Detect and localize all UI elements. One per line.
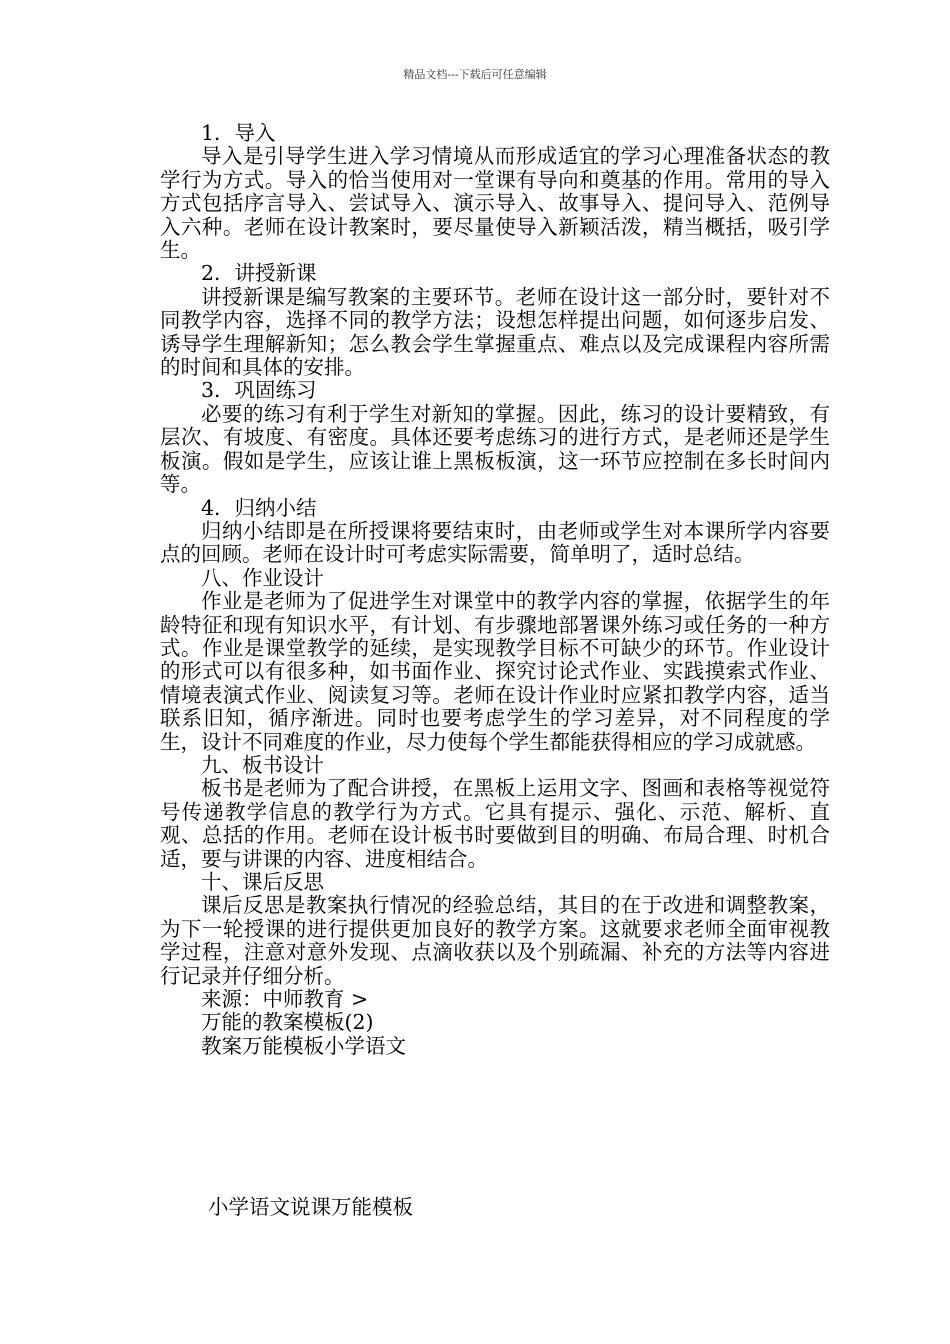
template-title-line: 万能的教案模板(2) xyxy=(201,1010,374,1035)
paragraph-blackboard: 板书是老师为了配合讲授，在黑板上运用文字、图画和表格等视觉符号传递教学信息的教学行为方式。它具有提示、强化、示范、解析、直观、总括的作用。老师在设计板书时要做到目的明确、布局合理、时机合适，要与讲课的内容、进度相结合。 xyxy=(160,776,830,871)
final-heading: 小学语文说课万能模板 xyxy=(208,1195,413,1219)
paragraph-practice: 必要的练习有利于学生对新知的掌握。因此，练习的设计要精致，有层次、有坡度、有密度。具体还要考虑练习的进行方式，是老师还是学生板演。假如是学生，应该让谁上黑板板演，这一环节应控制在多长时间内等。 xyxy=(160,401,830,497)
paragraph-summary: 归纳小结即是在所授课将要结束时，由老师或学生对本课所学内容要点的回顾。老师在设计时可考虑实际需要，简单明了，适时总结。 xyxy=(160,518,830,567)
paragraph-intro: 导入是引导学生进入学习情境从而形成适宜的学习心理准备状态的教学行为方式。导入的恰当使用对一堂课有导向和奠基的作用。常用的导入方式包括序言导入、尝试导入、演示导入、故事导入、提问导入、范例导入六种。老师在设计教案时，要尽量使导入新颖活泼，精当概括，吸引学生。 xyxy=(160,144,830,263)
section-heading-blackboard: 九、板书设计 xyxy=(201,752,324,777)
paragraph-homework: 作业是老师为了促进学生对课堂中的教学内容的掌握，依据学生的年龄特征和现有知识水平，有计划、有步骤地部署课外练习或任务的一种方式。作业是课堂教学的延续，是实现教学目标不可缺少的环节。作业设计的形式可以有很多种，如书面作业、探究讨论式作业、实践摸索式作业、情境表演式作业、阅读复习等。老师在设计作业时应紧扣教学内容，适当联系旧知，循序渐进。同时也要考虑学生的学习差异，对不同程度的学生，设计不同难度的作业，尽力使每个学生都能获得相应的学习成就感。 xyxy=(160,589,830,754)
paragraph-reflection: 课后反思是教案执行情况的经验总结，其目的在于改进和调整教案，为下一轮授课的进行提供更加良好的教学方案。这就要求老师全面审视教学过程，注意对意外发现、点滴收获以及个别疏漏、补充的方法等内容进行记录并仔细分析。 xyxy=(160,893,830,988)
section-heading-summary: 4．归纳小结 xyxy=(201,495,317,520)
page-header: 精品文档---下载后可任意编辑 xyxy=(403,68,547,81)
section-heading-new-lesson: 2．讲授新课 xyxy=(201,261,317,286)
document-body xyxy=(160,122,830,1058)
template-subtitle-line: 教案万能模板小学语文 xyxy=(201,1033,406,1058)
section-heading-intro: 1．导入 xyxy=(201,121,276,145)
section-heading-reflection: 十、课后反思 xyxy=(201,870,324,894)
paragraph-new-lesson: 讲授新课是编写教案的主要环节。老师在设计这一部分时，要针对不同教学内容，选择不同的教学方法；设想怎样提出问题，如何逐步启发、诱导学生理解新知；怎么教会学生掌握重点、难点以及完成课程内容所需的时间和具体的安排。 xyxy=(160,284,830,380)
section-heading-practice: 3．巩固练习 xyxy=(201,378,317,403)
section-heading-homework: 八、作业设计 xyxy=(201,565,324,590)
source-line: 来源：中师教育 > xyxy=(201,987,369,1012)
